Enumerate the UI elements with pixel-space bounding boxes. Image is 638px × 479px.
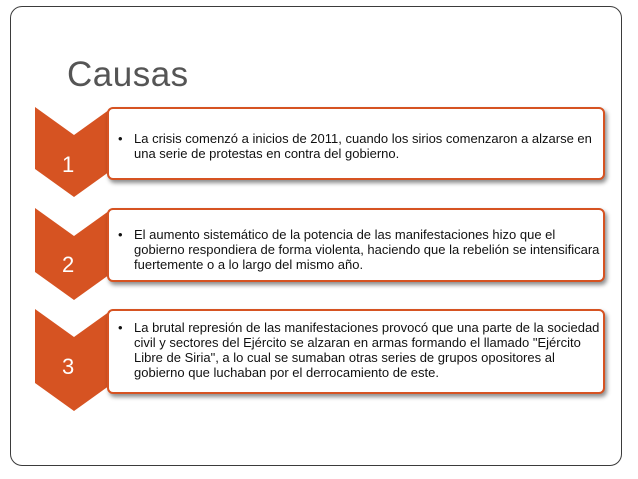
step-2-bullet: • El aumento sistemático de la potencia de las manifestaciones hizo que el gobierno respondiera de forma violenta, haciendo que la rebelión se intensificara fuertemente o a lo largo del mismo año. [134, 227, 603, 272]
slide-title: Causas [67, 55, 189, 94]
step-3-chevron [35, 309, 113, 411]
step-2-box [107, 208, 605, 282]
step-1-box [107, 107, 605, 180]
step-3-bullet: • La brutal represión de las manifestaciones provocó que una parte de la sociedad civil y sectores del Ejército se alzaran en armas formando el llamado "Ejército Libre de Siria", a lo cual se sumaban otras series de grupos opositores al gobierno que luchaban por el derrocamiento de este. [134, 320, 603, 380]
step-3-number: 3 [62, 354, 75, 379]
step-2-number: 2 [62, 252, 75, 277]
step-1-bullet: • La crisis comenzó a inicios de 2011, cuando los sirios comenzaron a alzarse en una serie de protestas en contra del gobierno. [134, 131, 603, 161]
step-2-chevron [35, 208, 113, 300]
step-1-number: 1 [62, 152, 75, 177]
step-3-box [107, 309, 605, 394]
step-1-chevron [35, 107, 113, 197]
